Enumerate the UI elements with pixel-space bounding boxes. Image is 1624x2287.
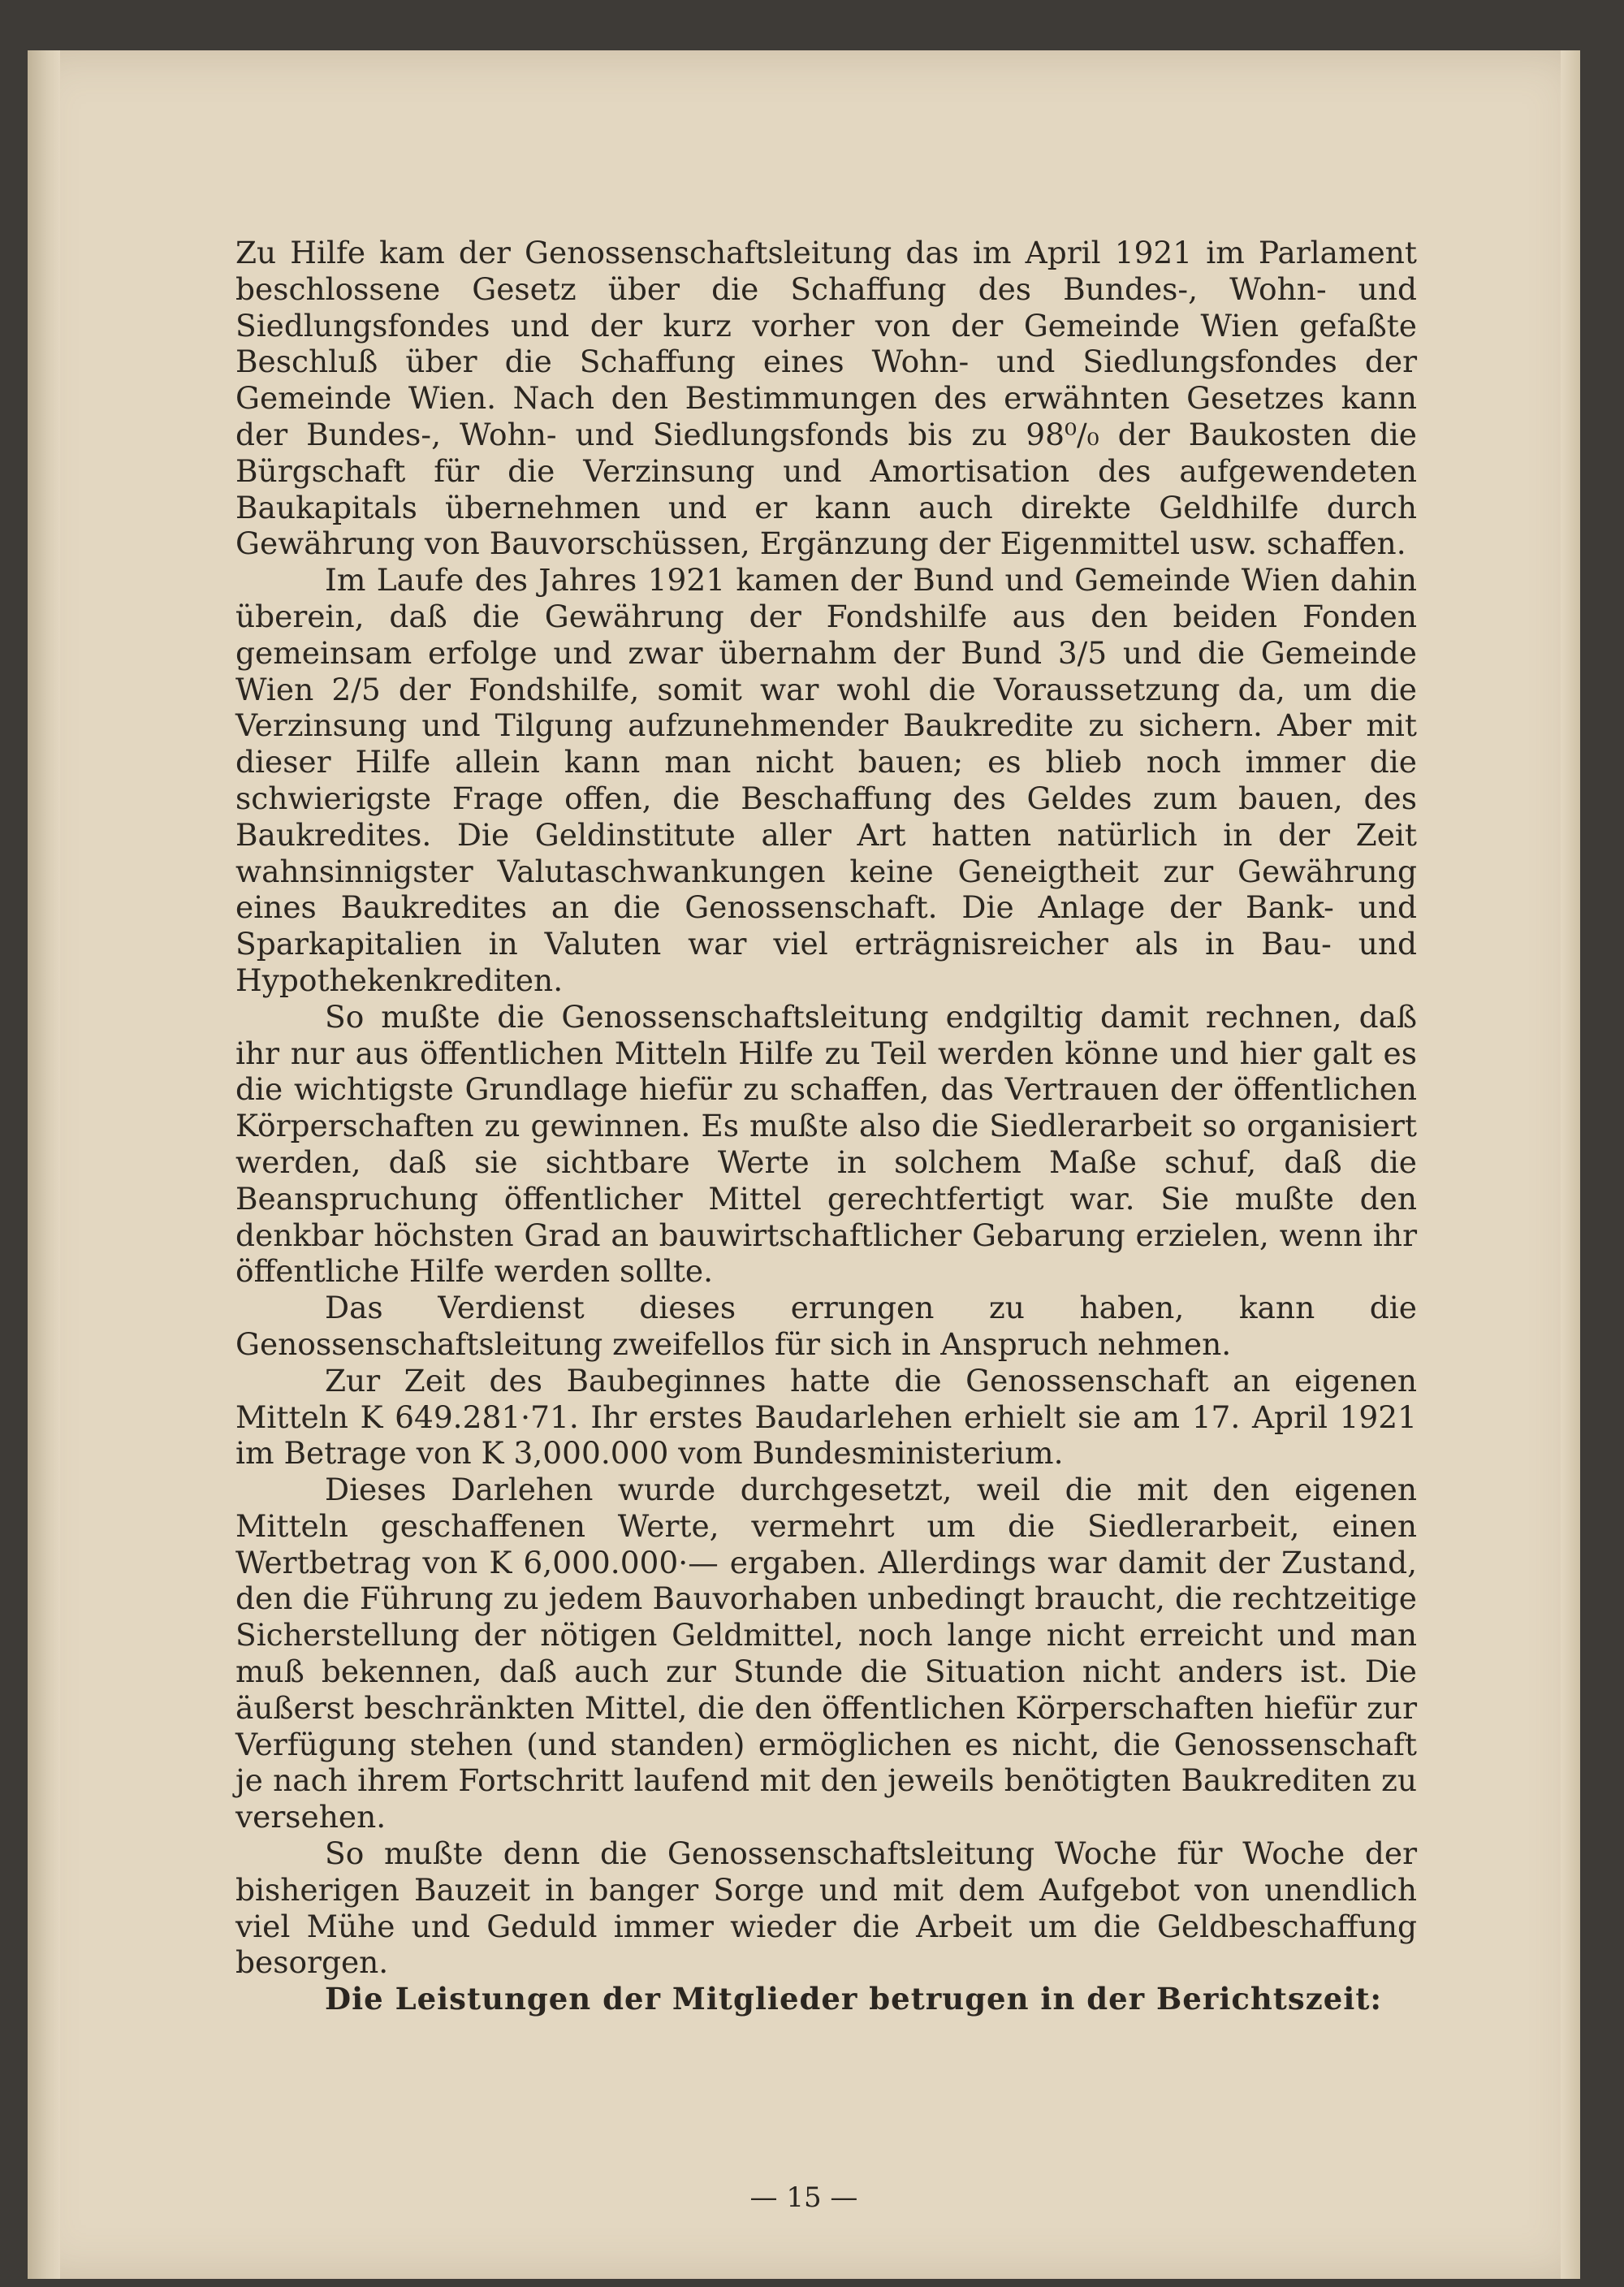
- paragraph-weekly-worry: So mußte denn die Genossenschaftsleitung Woche für Woche der bisherigen Bauzeit in banger Sorge und mit dem Aufgebot von unendlich viel Mühe und Geduld immer wieder die Arbeit um die Geldbeschaffung besorgen.: [235, 1835, 1417, 1981]
- paragraph-loan: Dieses Darlehen wurde durchgesetzt, weil die mit den eigenen Mitteln geschaffenen Werte, vermehrt um die Siedlerarbeit, einen Wertbetrag von K 6,000.000·— ergaben. Allerdings war damit der Zustand, den die Führung zu jedem Bauvorhaben unbedingt braucht, die rechtzeitige Sicherstellung der nötigen Geldmittel, noch lange nicht erreicht und man muß bekennen, daß auch zur Stunde die Situation nicht anders ist. Die äußerst beschränkten Mittel, die den öffentlichen Körperschaften hiefür zur Verfügung stehen (und standen) ermöglichen es nicht, die Genossenschaft je nach ihrem Fortschritt laufend mit den jeweils benötigten Baukrediten zu versehen.: [235, 1472, 1417, 1835]
- page-number: — 15 —: [749, 2181, 858, 2214]
- page-spine-shadow: [28, 50, 60, 2279]
- paragraph-merit: Das Verdienst dieses errungen zu haben, kann die Genossenschaftsleitung zweifellos für sich in Anspruch nehmen.: [235, 1290, 1417, 1362]
- body-text: [235, 235, 1417, 2017]
- book-page: [28, 50, 1580, 2279]
- paragraph-fund-agreement: Im Laufe des Jahres 1921 kamen der Bund und Gemeinde Wien dahin überein, daß die Gewährung der Fondshilfe aus den beiden Fonden gemeinsam erfolge und zwar übernahm der Bund 3/5 und die Gemeinde Wien 2/5 der Fondshilfe, somit war wohl die Voraussetzung da, um die Verzinsung und Tilgung aufzunehmender Baukredite zu sichern. Aber mit dieser Hilfe allein kann man nicht bauen; es blieb noch immer die schwierigste Frage offen, die Beschaffung des Geldes zum bauen, des Baukredites. Die Geldinstitute aller Art hatten natürlich in der Zeit wahnsinnigster Valutaschwankungen keine Geneigtheit zur Gewährung eines Baukredites an die Genossenschaft. Die Anlage der Bank- und Sparkapitalien in Valuten war viel erträgnisreicher als in Bau- und Hypothekenkrediten.: [235, 562, 1417, 998]
- paragraph-own-funds: Zur Zeit des Baubeginnes hatte die Genossenschaft an eigenen Mitteln K 649.281·71. Ihr erstes Baudarlehen erhielt sie am 17. April 1921 im Betrage von K 3,000.000 vom Bundesministerium.: [235, 1362, 1417, 1472]
- members-contribution-heading: Die Leistungen der Mitglieder betrugen in der Berichtszeit:: [325, 1981, 1383, 2017]
- page-edge-shadow: [1561, 50, 1580, 2279]
- paragraph-public-funds: So mußte die Genossenschaftsleitung endgiltig damit rechnen, daß ihr nur aus öffentlichen Mitteln Hilfe zu Teil werden könne und hier galt es die wichtigste Grundlage hiefür zu schaffen, das Vertrauen der öffentlichen Körperschaften zu gewinnen. Es mußte also die Siedlerarbeit so organisiert werden, daß sie sichtbare Werte in solchem Maße schuf, daß die Beanspruchung öffentlicher Mittel gerechtfertigt war. Sie mußte den denkbar höchsten Grad an bauwirtschaftlicher Gebarung erzielen, wenn ihr öffentliche Hilfe werden sollte.: [235, 998, 1417, 1290]
- paragraph-fund-law: Zu Hilfe kam der Genossenschaftsleitung das im April 1921 im Parlament beschlossene Gesetz über die Schaffung des Bundes-, Wohn- und Siedlungsfondes und der kurz vorher von der Gemeinde Wien gefaßte Beschluß über die Schaffung eines Wohn- und Siedlungsfondes der Gemeinde Wien. Nach den Bestimmungen des erwähnten Gesetzes kann der Bundes-, Wohn- und Siedlungsfonds bis zu 98⁰/₀ der Baukosten die Bürgschaft für die Verzinsung und Amortisation des aufgewendeten Baukapitals übernehmen und er kann auch direkte Geldhilfe durch Gewährung von Bauvorschüssen, Ergänzung der Eigenmittel usw. schaffen.: [235, 235, 1417, 562]
